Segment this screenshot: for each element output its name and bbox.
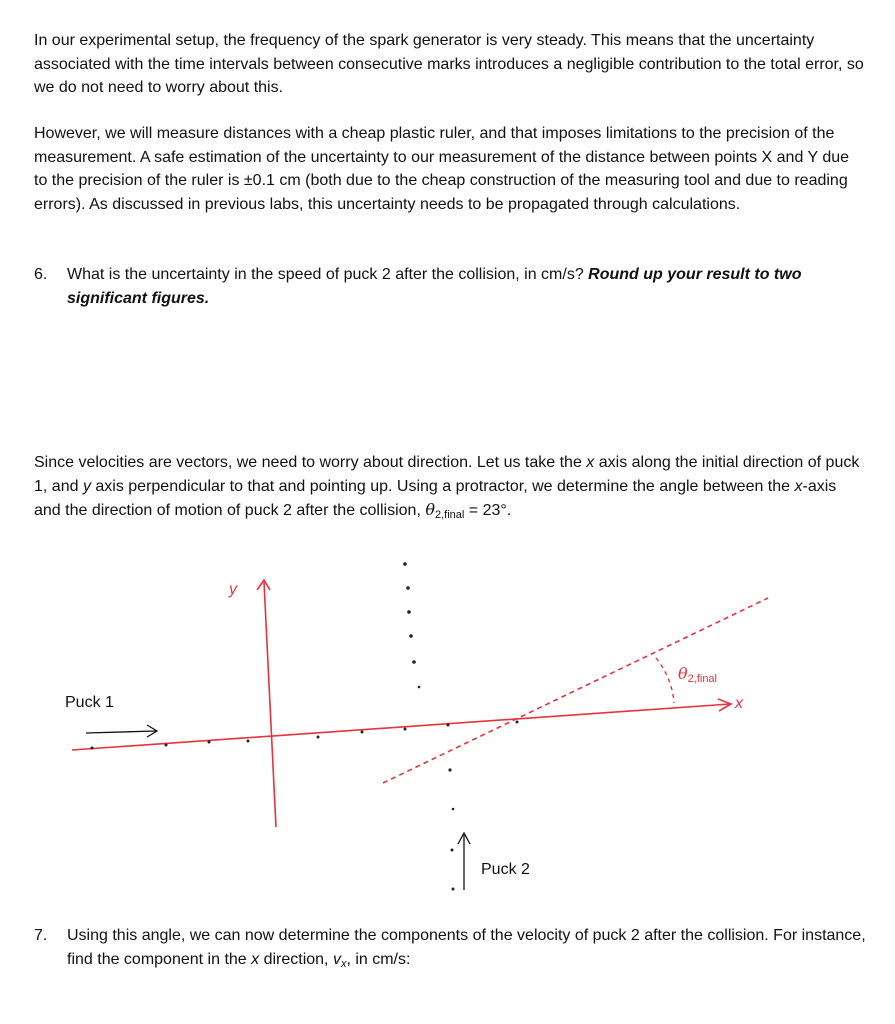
angle-label xyxy=(678,662,717,692)
spark-mark xyxy=(317,736,320,739)
puck1-label: Puck 1 xyxy=(65,694,114,711)
question-6-prompt: What is the uncertainty in the speed of puck 2 after the collision, in cm/s? xyxy=(67,266,589,283)
y-axis-label: y xyxy=(229,581,237,598)
spark-mark xyxy=(407,610,411,614)
q7-text-a: Using this angle, we can now determine the components of the velocity of puck 2 after the collision. For instance, find the component in the xyxy=(67,927,866,968)
x-axis-label: x xyxy=(735,695,743,712)
paragraph-ruler-uncertainty: However, we will measure distances with a cheap plastic ruler, and that imposes limitations to the precision of the measurement. A safe estimation of the uncertainty to our measurement of the distance between points X and Y due to the precision of the ruler is ±0.1 cm (both due to the cheap construction of the measuring tool and due to reading errors). As discussed in previous labs, this uncertainty needs to be propagated through calculations. xyxy=(34,125,850,213)
x-axis-line xyxy=(72,704,730,750)
spark-mark xyxy=(247,740,250,743)
q7-v-subscript: x xyxy=(340,957,347,970)
puck1-spark-marks xyxy=(91,721,519,750)
puck1-after-spark-marks xyxy=(403,562,420,688)
question-6-emphasis: Round up your result to two significant figures. xyxy=(67,266,802,307)
spark-mark xyxy=(451,849,454,852)
p3-x-var-2: x xyxy=(794,477,803,495)
spark-mark xyxy=(91,747,94,750)
paragraph-spark-generator: In our experimental setup, the frequency of the spark generator is very steady. This means that the uncertainty associated with the time intervals between consecutive marks introduces a negligible contribution to the total error, so we do not need to worry about this. xyxy=(34,32,864,96)
spark-mark xyxy=(448,768,451,771)
spark-mark xyxy=(412,660,416,664)
spark-mark xyxy=(406,586,410,590)
question-6-text xyxy=(67,263,867,310)
spark-mark xyxy=(165,744,168,747)
collision-diagram-svg xyxy=(0,560,895,900)
angle-subscript: 2,final xyxy=(687,673,717,685)
p3-theta-subscript: 2,final xyxy=(434,509,465,521)
spark-mark xyxy=(208,741,211,744)
spark-mark xyxy=(516,721,519,724)
p3-text-e: = 23°. xyxy=(464,502,512,519)
p3-text-b: axis along the initial direction of puck 1, and xyxy=(34,454,860,495)
p3-text-d: -axis and the direction of motion of puck 2 after the collision, xyxy=(34,477,837,519)
angle-arc xyxy=(656,658,674,703)
p3-text-c: axis perpendicular to that and pointing up. Using a protractor, we determine the angle between the xyxy=(90,477,795,495)
p3-text-a: Since velocities are vectors, we need to worry about direction. Let us take the xyxy=(34,454,587,471)
p3-x-var: x xyxy=(586,454,595,471)
y-axis-line xyxy=(264,582,276,827)
spark-mark xyxy=(361,731,364,734)
question-7-text xyxy=(67,924,867,976)
q7-v-var: v xyxy=(332,950,341,968)
p3-theta-symbol: θ xyxy=(425,500,435,519)
spark-mark xyxy=(409,634,413,638)
puck2-label: Puck 2 xyxy=(481,861,530,878)
spark-mark xyxy=(403,562,407,566)
puck1-arrow-line xyxy=(86,731,156,733)
paragraph-velocity-direction xyxy=(34,451,864,528)
spark-mark xyxy=(452,888,455,891)
spark-mark xyxy=(418,686,421,689)
q7-text-c: , in cm/s: xyxy=(346,950,411,968)
spark-mark xyxy=(404,728,407,731)
collision-diagram xyxy=(0,560,895,900)
q7-text-b: direction, xyxy=(259,950,333,968)
p3-y-var: y xyxy=(82,477,91,495)
puck2-spark-marks xyxy=(448,768,454,890)
spark-mark xyxy=(447,724,450,727)
spark-mark xyxy=(452,808,455,811)
question-6-number: 6. xyxy=(34,266,48,283)
question-7-number: 7. xyxy=(34,927,48,944)
q7-x-var: x xyxy=(251,950,260,968)
angle-theta-symbol: θ xyxy=(678,664,688,683)
